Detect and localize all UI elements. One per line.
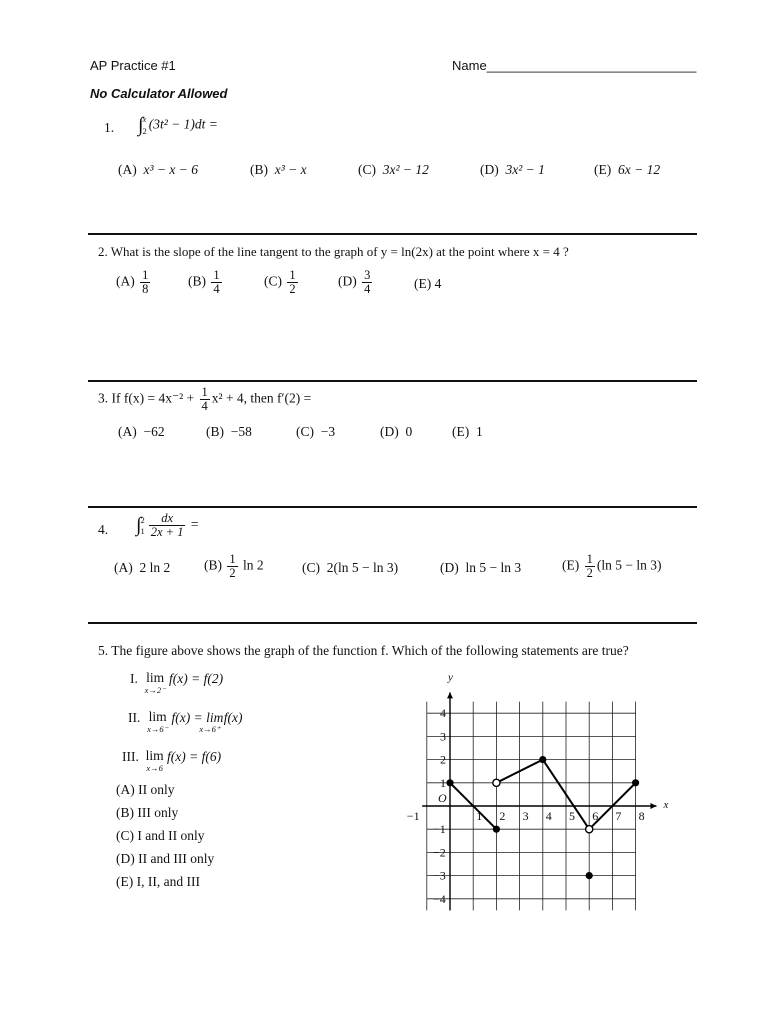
q3-question: 3. If f(x) = 4x⁻² + $\frac{1}{4}$ x² + 4, then f′(2) = xyxy=(98,385,312,414)
q1-choice-e[interactable]: (E) 6x − 12 xyxy=(594,162,661,177)
q5-choice-b[interactable]: (B) III only xyxy=(116,805,179,820)
q2-choice-e[interactable]: (E) 4 xyxy=(414,276,442,291)
q5-statement-1: I. lim x→2⁻ f(x) = f(2) xyxy=(130,670,224,695)
q3-suffix: x² + 4, then f′(2) = xyxy=(211,390,312,406)
graph-axes xyxy=(422,692,656,910)
q4-upper-limit: 2 xyxy=(140,514,145,525)
open-point xyxy=(493,779,500,786)
closed-point xyxy=(493,826,500,833)
q3-choice-d[interactable]: (D) 0 xyxy=(380,424,413,439)
x-tick-label: 1 xyxy=(476,809,483,823)
q4-number: 4. xyxy=(98,522,109,537)
y-tick-label: −2 xyxy=(433,845,446,860)
q2-choice-d[interactable]: (D) $\frac{3}{4}$ xyxy=(338,268,371,297)
q3-choice-a[interactable]: (A) −62 xyxy=(118,424,165,439)
open-point xyxy=(586,826,593,833)
q2-question: 2. What is the slope of the line tangent to the graph of y = ln(2x) at the point where x = 4 ? xyxy=(98,244,569,259)
q5-choice-e[interactable]: (E) I, II, and III xyxy=(116,874,200,889)
q4-lower-limit: 1 xyxy=(140,525,145,536)
q1-lower-limit: 2 xyxy=(142,125,147,136)
q4-choice-b[interactable]: (B) $\frac{1}{2}$ ln 2 xyxy=(204,552,264,581)
q5-choice-c[interactable]: (C) I and II only xyxy=(116,828,205,843)
q4-choice-d[interactable]: (D) ln 5 − ln 3 xyxy=(440,560,522,575)
q4-choice-e[interactable]: (E) $\frac{1}{2}$ (ln 5 − ln 3) xyxy=(562,552,662,581)
x-tick-label: 7 xyxy=(615,809,622,823)
closed-point xyxy=(539,756,546,763)
q1-choice-c[interactable]: (C) 3x² − 12 xyxy=(358,162,429,177)
y-tick-label: 3 xyxy=(440,729,446,744)
origin-label: O xyxy=(438,791,447,805)
closed-point xyxy=(632,779,639,786)
worksheet-title: AP Practice #1 xyxy=(90,58,176,73)
q2-choice-b[interactable]: (B) $\frac{1}{4}$ xyxy=(188,268,220,297)
y-tick-label: 1 xyxy=(440,775,446,790)
name-label: Name xyxy=(452,58,487,73)
q5-statement-2: II. lim x→6⁻ f(x) = lim x→6⁺ f(x) xyxy=(128,709,243,734)
closed-point xyxy=(586,872,593,879)
q3-choice-c[interactable]: (C) −3 xyxy=(296,424,336,439)
q1-number: 1. xyxy=(104,120,115,135)
q1-choice-b[interactable]: (B) x³ − x xyxy=(250,162,307,177)
q4-choice-c[interactable]: (C) 2(ln 5 − ln 3) xyxy=(302,560,399,575)
y-tick-label: 4 xyxy=(440,706,446,721)
x-tick-label: 2 xyxy=(499,809,506,823)
integral-sign: ∫ xyxy=(138,114,144,136)
x-tick-label: 5 xyxy=(569,809,575,823)
q3-prefix: 3. If f(x) = 4x⁻² + xyxy=(98,390,195,406)
integral-sign: ∫ xyxy=(136,514,142,537)
y-tick-label: −1 xyxy=(433,822,446,837)
x-tick-label: 6 xyxy=(592,809,599,823)
name-blank: _____________________________ xyxy=(486,58,697,73)
q2-choice-a[interactable]: (A) $\frac{1}{8}$ xyxy=(116,268,149,297)
x-tick-label: −1 xyxy=(406,809,420,823)
x-axis-arrow xyxy=(650,803,656,809)
q1-choice-a[interactable]: (A) x³ − x − 6 xyxy=(118,162,199,177)
q5-choice-a[interactable]: (A) II only xyxy=(116,782,175,797)
q3-choice-b[interactable]: (B) −58 xyxy=(206,424,252,439)
y-tick-label: −4 xyxy=(433,891,446,906)
q2-choice-c[interactable]: (C) $\frac{1}{2}$ xyxy=(264,268,296,297)
q1-integrand: (3t² − 1)dt = xyxy=(148,116,218,132)
q5-choice-d[interactable]: (D) II and III only xyxy=(116,851,215,866)
y-axis-label: y xyxy=(448,671,453,684)
x-axis-label: x xyxy=(663,799,669,811)
q1-choice-d[interactable]: (D) 3x² − 1 xyxy=(480,162,545,177)
q5-statement-3: III. lim x→6 f(x) = f(6) xyxy=(122,748,222,773)
q5-question: 5. The figure above shows the graph of the function f. Which of the following statements are true? xyxy=(98,643,629,658)
x-tick-label: 4 xyxy=(545,809,552,823)
closed-point xyxy=(446,779,453,786)
q4-integral: ∫ 2 1 $\frac{dx}{2x + 1}$ = xyxy=(136,511,199,540)
x-tick-label: 3 xyxy=(522,809,529,823)
y-tick-label: 2 xyxy=(440,752,446,767)
x-tick-label: 8 xyxy=(638,809,645,823)
y-axis-arrow xyxy=(447,692,453,698)
q3-choice-e[interactable]: (E) 1 xyxy=(452,424,483,439)
y-tick-label: −3 xyxy=(433,868,446,883)
q1-upper-limit: x xyxy=(142,114,147,125)
no-calculator-note: No Calculator Allowed xyxy=(90,86,228,101)
q4-choice-a[interactable]: (A) 2 ln 2 xyxy=(114,560,171,575)
